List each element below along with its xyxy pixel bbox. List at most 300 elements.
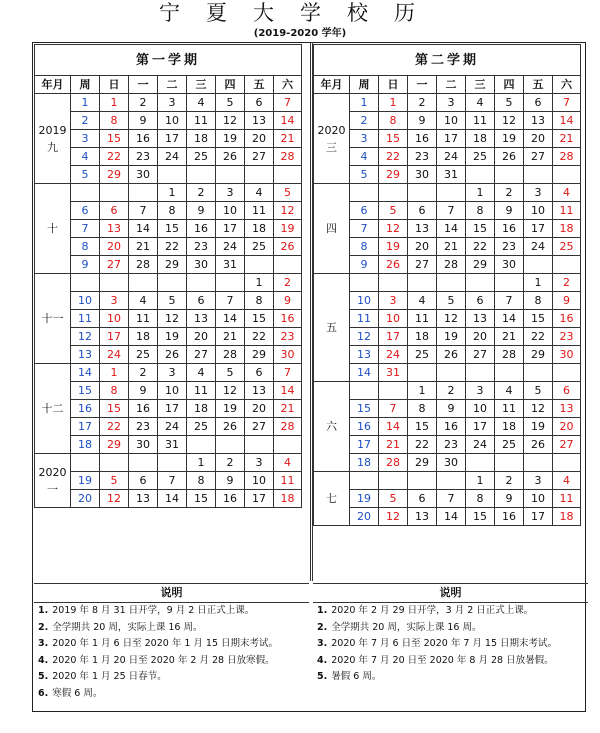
day-cell: 5 bbox=[524, 382, 553, 400]
day-cell: 21 bbox=[553, 130, 581, 148]
week-row bbox=[314, 112, 581, 130]
day-cell: 16 bbox=[495, 508, 524, 526]
note-number: 1. bbox=[38, 605, 49, 616]
day-cell: 13 bbox=[553, 400, 581, 418]
week-number: 6 bbox=[350, 202, 379, 220]
day-cell: 15 bbox=[245, 310, 274, 328]
day-cell: 15 bbox=[466, 508, 495, 526]
day-cell: 18 bbox=[187, 130, 216, 148]
note-text: 暑假 6 周。 bbox=[331, 671, 382, 682]
week-number: 17 bbox=[71, 418, 100, 436]
day-cell: 2 bbox=[216, 454, 245, 472]
week-number: 15 bbox=[350, 400, 379, 418]
day-cell: 1 bbox=[245, 274, 274, 292]
day-cell: 27 bbox=[466, 346, 495, 364]
day-cell: 14 bbox=[379, 418, 408, 436]
day-cell: 22 bbox=[379, 148, 408, 166]
week-number: 8 bbox=[350, 238, 379, 256]
day-cell: 15 bbox=[187, 490, 216, 508]
day-cell bbox=[466, 166, 495, 184]
header-sun: 日 bbox=[100, 76, 129, 94]
day-cell: 25 bbox=[553, 238, 581, 256]
day-cell: 29 bbox=[466, 256, 495, 274]
day-cell: 9 bbox=[408, 112, 437, 130]
day-cell: 3 bbox=[100, 292, 129, 310]
day-cell: 22 bbox=[245, 328, 274, 346]
day-cell: 4 bbox=[187, 364, 216, 382]
day-cell: 1 bbox=[158, 184, 187, 202]
day-cell: 13 bbox=[100, 220, 129, 238]
day-cell: 11 bbox=[187, 112, 216, 130]
note-number: 5. bbox=[317, 671, 328, 682]
day-cell: 25 bbox=[129, 346, 158, 364]
day-cell bbox=[379, 472, 408, 490]
header-week: 周 bbox=[350, 76, 379, 94]
day-cell: 6 bbox=[408, 490, 437, 508]
week-number: 4 bbox=[71, 148, 100, 166]
day-cell: 27 bbox=[187, 346, 216, 364]
day-cell bbox=[245, 256, 274, 274]
day-cell: 17 bbox=[216, 220, 245, 238]
day-cell bbox=[274, 256, 302, 274]
day-cell: 18 bbox=[495, 418, 524, 436]
notes-list bbox=[313, 603, 588, 686]
day-cell: 6 bbox=[187, 292, 216, 310]
week-row bbox=[314, 292, 581, 310]
day-cell: 6 bbox=[129, 472, 158, 490]
day-cell: 11 bbox=[495, 400, 524, 418]
day-cell: 23 bbox=[129, 418, 158, 436]
week-row bbox=[314, 148, 581, 166]
day-cell: 13 bbox=[524, 112, 553, 130]
day-cell: 12 bbox=[274, 202, 302, 220]
day-cell: 25 bbox=[187, 418, 216, 436]
day-cell bbox=[379, 382, 408, 400]
day-cell: 12 bbox=[100, 490, 129, 508]
week-row bbox=[314, 508, 581, 526]
day-cell: 30 bbox=[129, 166, 158, 184]
week-row bbox=[314, 166, 581, 184]
day-cell: 7 bbox=[274, 364, 302, 382]
day-cell: 15 bbox=[379, 130, 408, 148]
semester-2-notes bbox=[313, 583, 588, 686]
day-cell: 14 bbox=[553, 112, 581, 130]
day-cell bbox=[274, 166, 302, 184]
day-cell: 20 bbox=[553, 418, 581, 436]
week-row bbox=[314, 256, 581, 274]
header-mon: 一 bbox=[408, 76, 437, 94]
day-cell: 3 bbox=[216, 184, 245, 202]
week-row bbox=[314, 220, 581, 238]
day-cell: 28 bbox=[274, 148, 302, 166]
day-cell: 26 bbox=[216, 418, 245, 436]
day-cell: 12 bbox=[379, 508, 408, 526]
header-wed: 三 bbox=[466, 76, 495, 94]
day-cell: 13 bbox=[129, 490, 158, 508]
day-cell: 13 bbox=[245, 382, 274, 400]
semester-title: 第二学期 bbox=[314, 45, 581, 76]
day-cell: 1 bbox=[466, 472, 495, 490]
day-cell: 14 bbox=[495, 310, 524, 328]
day-cell: 19 bbox=[437, 328, 466, 346]
day-cell: 13 bbox=[408, 220, 437, 238]
month-label: 五 bbox=[314, 274, 350, 382]
day-cell: 10 bbox=[466, 400, 495, 418]
week-number: 11 bbox=[350, 310, 379, 328]
day-cell: 26 bbox=[437, 346, 466, 364]
month-label: 六 bbox=[314, 382, 350, 472]
day-cell bbox=[437, 184, 466, 202]
day-cell: 23 bbox=[495, 238, 524, 256]
day-cell: 24 bbox=[158, 148, 187, 166]
day-cell bbox=[524, 256, 553, 274]
day-cell: 18 bbox=[129, 328, 158, 346]
day-cell: 7 bbox=[129, 202, 158, 220]
day-cell: 6 bbox=[524, 94, 553, 112]
day-cell: 13 bbox=[245, 112, 274, 130]
day-cell: 3 bbox=[437, 94, 466, 112]
week-number: 8 bbox=[71, 238, 100, 256]
day-cell: 19 bbox=[158, 328, 187, 346]
day-cell: 5 bbox=[379, 202, 408, 220]
week-number: 11 bbox=[71, 310, 100, 328]
week-number: 3 bbox=[71, 130, 100, 148]
day-cell bbox=[158, 166, 187, 184]
week-number: 20 bbox=[350, 508, 379, 526]
day-cell: 13 bbox=[466, 310, 495, 328]
day-cell: 9 bbox=[274, 292, 302, 310]
day-cell: 31 bbox=[216, 256, 245, 274]
day-cell: 28 bbox=[495, 346, 524, 364]
week-row bbox=[314, 184, 581, 202]
note-text: 全学期共 20 周，实际上课 16 周。 bbox=[52, 621, 203, 633]
day-cell: 2 bbox=[553, 274, 581, 292]
week-row bbox=[35, 364, 302, 382]
day-cell: 18 bbox=[408, 328, 437, 346]
note-text: 2020 年 1 月 25 日春节。 bbox=[52, 671, 167, 682]
note-item bbox=[34, 636, 309, 653]
day-cell: 20 bbox=[187, 328, 216, 346]
day-cell: 12 bbox=[216, 112, 245, 130]
day-cell: 24 bbox=[158, 418, 187, 436]
week-number: 2 bbox=[71, 112, 100, 130]
week-row bbox=[35, 130, 302, 148]
day-cell: 7 bbox=[379, 400, 408, 418]
day-cell: 8 bbox=[379, 112, 408, 130]
note-number: 3. bbox=[317, 638, 328, 649]
day-cell: 10 bbox=[437, 112, 466, 130]
day-cell bbox=[408, 364, 437, 382]
day-cell: 9 bbox=[216, 472, 245, 490]
day-cell: 31 bbox=[379, 364, 408, 382]
day-cell: 10 bbox=[158, 382, 187, 400]
day-cell: 26 bbox=[158, 346, 187, 364]
week-row bbox=[314, 238, 581, 256]
week-number: 16 bbox=[71, 400, 100, 418]
day-cell bbox=[245, 166, 274, 184]
week-row bbox=[35, 148, 302, 166]
day-cell bbox=[187, 166, 216, 184]
day-cell: 5 bbox=[495, 94, 524, 112]
day-cell: 2 bbox=[495, 472, 524, 490]
week-number bbox=[350, 472, 379, 490]
day-cell: 7 bbox=[437, 202, 466, 220]
week-number: 7 bbox=[350, 220, 379, 238]
day-cell: 19 bbox=[379, 238, 408, 256]
day-cell: 1 bbox=[100, 94, 129, 112]
day-cell: 30 bbox=[495, 256, 524, 274]
day-cell: 1 bbox=[379, 94, 408, 112]
day-cell: 13 bbox=[187, 310, 216, 328]
notes-title: 说明 bbox=[313, 583, 588, 603]
week-row bbox=[314, 436, 581, 454]
week-row bbox=[35, 490, 302, 508]
day-cell: 30 bbox=[408, 166, 437, 184]
day-cell: 17 bbox=[437, 130, 466, 148]
day-cell bbox=[129, 184, 158, 202]
day-cell: 31 bbox=[437, 166, 466, 184]
day-cell: 26 bbox=[216, 148, 245, 166]
day-cell: 26 bbox=[379, 256, 408, 274]
day-cell bbox=[129, 274, 158, 292]
day-cell: 29 bbox=[158, 256, 187, 274]
day-cell: 10 bbox=[524, 490, 553, 508]
week-row bbox=[314, 130, 581, 148]
day-cell: 3 bbox=[466, 382, 495, 400]
week-row bbox=[35, 94, 302, 112]
week-number: 12 bbox=[71, 328, 100, 346]
week-row bbox=[35, 382, 302, 400]
week-row bbox=[314, 94, 581, 112]
semester-1-body bbox=[35, 94, 302, 508]
week-row bbox=[314, 364, 581, 382]
day-cell: 26 bbox=[274, 238, 302, 256]
week-number: 17 bbox=[350, 436, 379, 454]
week-number: 2 bbox=[350, 112, 379, 130]
day-cell: 18 bbox=[274, 490, 302, 508]
day-cell: 7 bbox=[216, 292, 245, 310]
note-number: 2. bbox=[317, 621, 328, 633]
day-cell bbox=[408, 274, 437, 292]
day-cell: 28 bbox=[129, 256, 158, 274]
day-cell: 30 bbox=[437, 454, 466, 472]
day-cell: 14 bbox=[437, 508, 466, 526]
week-number: 19 bbox=[71, 472, 100, 490]
day-cell: 24 bbox=[466, 436, 495, 454]
page-title: 宁夏大学校历 bbox=[159, 1, 441, 25]
day-cell: 2 bbox=[129, 364, 158, 382]
day-cell: 25 bbox=[466, 148, 495, 166]
day-cell bbox=[100, 274, 129, 292]
day-cell: 21 bbox=[129, 238, 158, 256]
day-cell: 5 bbox=[158, 292, 187, 310]
week-row bbox=[314, 274, 581, 292]
semester-2-table bbox=[313, 44, 581, 526]
day-cell: 14 bbox=[274, 382, 302, 400]
day-cell: 16 bbox=[216, 490, 245, 508]
day-cell: 7 bbox=[274, 94, 302, 112]
day-cell: 22 bbox=[100, 418, 129, 436]
week-row bbox=[314, 454, 581, 472]
day-cell: 14 bbox=[216, 310, 245, 328]
day-cell bbox=[245, 436, 274, 454]
day-cell bbox=[408, 472, 437, 490]
header-sat: 六 bbox=[553, 76, 581, 94]
week-number: 10 bbox=[350, 292, 379, 310]
day-cell: 6 bbox=[466, 292, 495, 310]
day-cell: 25 bbox=[245, 238, 274, 256]
note-number: 2. bbox=[38, 621, 49, 633]
day-cell bbox=[466, 364, 495, 382]
day-cell: 10 bbox=[158, 112, 187, 130]
week-number: 1 bbox=[71, 94, 100, 112]
day-cell: 5 bbox=[379, 490, 408, 508]
day-cell: 19 bbox=[216, 130, 245, 148]
day-cell: 4 bbox=[187, 94, 216, 112]
day-cell: 10 bbox=[379, 310, 408, 328]
week-row bbox=[35, 184, 302, 202]
semester-1-table bbox=[34, 44, 302, 508]
day-cell: 10 bbox=[245, 472, 274, 490]
day-cell: 25 bbox=[495, 436, 524, 454]
note-item bbox=[34, 603, 309, 620]
day-cell: 23 bbox=[408, 148, 437, 166]
note-item bbox=[313, 603, 588, 620]
day-cell: 5 bbox=[274, 184, 302, 202]
note-text: 2020 年 1 月 20 日至 2020 年 2 月 28 日放寒假。 bbox=[52, 654, 275, 666]
week-row bbox=[314, 418, 581, 436]
week-number: 5 bbox=[71, 166, 100, 184]
semester-2-body bbox=[314, 94, 581, 526]
day-cell: 11 bbox=[466, 112, 495, 130]
day-cell: 27 bbox=[100, 256, 129, 274]
month-label: 2020 三 bbox=[314, 94, 350, 184]
day-cell: 26 bbox=[524, 436, 553, 454]
day-cell: 2 bbox=[437, 382, 466, 400]
note-text: 2020 年 7 月 6 日至 2020 年 7 月 15 日期末考试。 bbox=[331, 638, 558, 649]
day-cell bbox=[437, 472, 466, 490]
day-cell: 29 bbox=[379, 166, 408, 184]
day-cell: 2 bbox=[187, 184, 216, 202]
day-cell: 3 bbox=[158, 364, 187, 382]
semester-1-notes bbox=[34, 583, 309, 702]
day-cell: 10 bbox=[216, 202, 245, 220]
note-text: 2020 年 1 月 6 日至 2020 年 1 月 15 日期末考试。 bbox=[52, 638, 279, 649]
day-cell bbox=[524, 454, 553, 472]
day-cell: 15 bbox=[524, 310, 553, 328]
day-cell: 20 bbox=[245, 400, 274, 418]
week-row bbox=[35, 292, 302, 310]
header-tue: 二 bbox=[158, 76, 187, 94]
week-row bbox=[35, 202, 302, 220]
day-cell bbox=[553, 364, 581, 382]
day-cell bbox=[553, 256, 581, 274]
day-cell bbox=[379, 274, 408, 292]
day-cell: 23 bbox=[274, 328, 302, 346]
notes-list bbox=[34, 603, 309, 702]
day-cell: 3 bbox=[158, 94, 187, 112]
day-cell: 20 bbox=[524, 130, 553, 148]
day-cell: 5 bbox=[437, 292, 466, 310]
header-mon: 一 bbox=[129, 76, 158, 94]
day-cell: 8 bbox=[524, 292, 553, 310]
day-cell: 21 bbox=[495, 328, 524, 346]
week-row bbox=[314, 490, 581, 508]
note-text: 全学期共 20 周，实际上课 16 周。 bbox=[331, 621, 482, 633]
day-cell: 22 bbox=[408, 436, 437, 454]
day-cell: 24 bbox=[100, 346, 129, 364]
day-cell: 11 bbox=[408, 310, 437, 328]
day-cell bbox=[466, 454, 495, 472]
day-cell bbox=[216, 274, 245, 292]
day-cell: 23 bbox=[187, 238, 216, 256]
day-cell: 11 bbox=[553, 490, 581, 508]
day-cell: 2 bbox=[129, 94, 158, 112]
header-year-month: 年月 bbox=[314, 76, 350, 94]
header-tue: 二 bbox=[437, 76, 466, 94]
day-cell: 2 bbox=[495, 184, 524, 202]
day-cell: 21 bbox=[379, 436, 408, 454]
day-cell: 10 bbox=[524, 202, 553, 220]
header-week: 周 bbox=[71, 76, 100, 94]
day-cell: 4 bbox=[274, 454, 302, 472]
note-item bbox=[313, 669, 588, 686]
header-fri: 五 bbox=[245, 76, 274, 94]
day-cell: 15 bbox=[466, 220, 495, 238]
week-row bbox=[35, 166, 302, 184]
day-cell: 20 bbox=[245, 130, 274, 148]
day-cell: 11 bbox=[553, 202, 581, 220]
day-cell: 19 bbox=[274, 220, 302, 238]
note-text: 2019 年 8 月 31 日开学，9 月 2 日正式上课。 bbox=[52, 605, 255, 616]
week-number: 7 bbox=[71, 220, 100, 238]
day-cell: 4 bbox=[466, 94, 495, 112]
day-cell: 9 bbox=[129, 112, 158, 130]
day-cell: 4 bbox=[553, 184, 581, 202]
day-cell: 11 bbox=[187, 382, 216, 400]
day-cell bbox=[495, 166, 524, 184]
week-number: 19 bbox=[350, 490, 379, 508]
week-number: 13 bbox=[71, 346, 100, 364]
day-cell bbox=[553, 166, 581, 184]
header-wed: 三 bbox=[187, 76, 216, 94]
note-number: 1. bbox=[317, 605, 328, 616]
day-cell: 12 bbox=[158, 310, 187, 328]
day-cell: 26 bbox=[495, 148, 524, 166]
month-label: 2020 一 bbox=[35, 454, 71, 508]
week-number: 14 bbox=[350, 364, 379, 382]
day-cell: 28 bbox=[379, 454, 408, 472]
day-cell: 9 bbox=[495, 202, 524, 220]
day-cell: 14 bbox=[274, 112, 302, 130]
day-cell: 9 bbox=[495, 490, 524, 508]
day-cell: 7 bbox=[158, 472, 187, 490]
day-cell: 12 bbox=[524, 400, 553, 418]
day-cell: 4 bbox=[553, 472, 581, 490]
day-cell bbox=[216, 436, 245, 454]
note-item bbox=[34, 620, 309, 637]
day-cell: 15 bbox=[158, 220, 187, 238]
day-cell: 29 bbox=[408, 454, 437, 472]
note-text: 寒假 6 周。 bbox=[52, 687, 103, 699]
day-cell: 6 bbox=[245, 94, 274, 112]
week-number: 9 bbox=[350, 256, 379, 274]
week-number bbox=[71, 184, 100, 202]
day-cell: 8 bbox=[466, 490, 495, 508]
day-cell: 8 bbox=[408, 400, 437, 418]
day-cell bbox=[437, 364, 466, 382]
day-cell: 7 bbox=[495, 292, 524, 310]
